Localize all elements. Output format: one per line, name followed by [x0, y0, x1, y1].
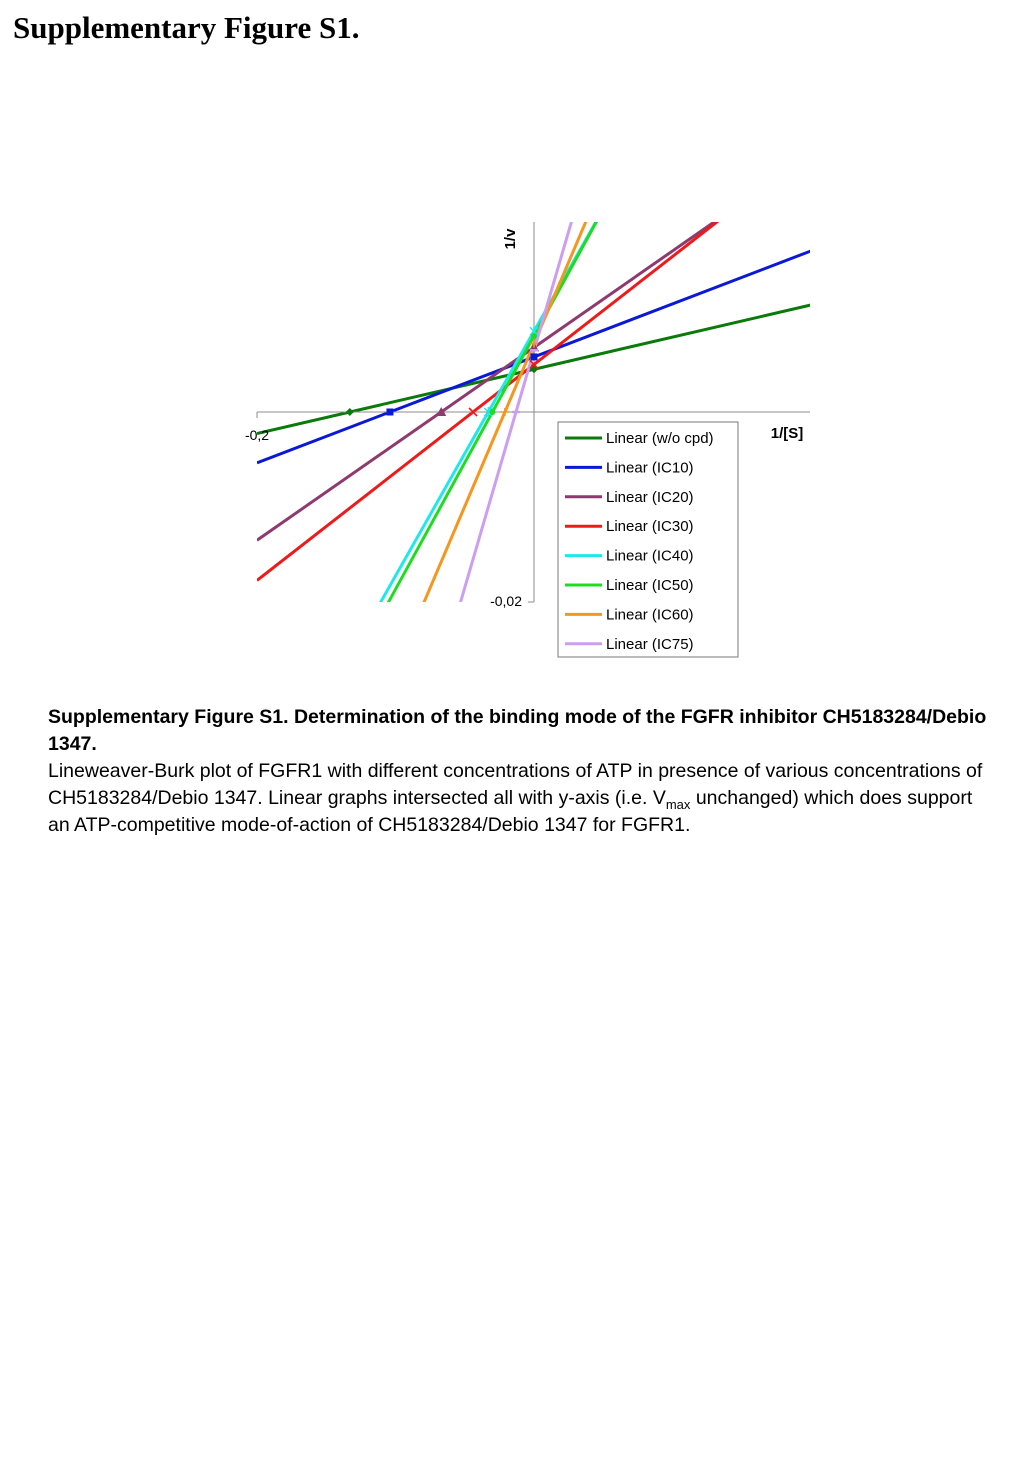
page-title: Supplementary Figure S1.	[13, 10, 360, 45]
chart-legend	[558, 422, 738, 657]
y-axis-label: 1/v	[502, 228, 519, 250]
x-axis-label: 1/[S]	[770, 425, 804, 442]
y-tick-label: -0,02	[490, 593, 522, 609]
legend-label: Linear (IC75)	[606, 635, 694, 653]
data-point	[530, 349, 538, 351]
caption-body	[48, 758, 988, 839]
data-point	[531, 333, 537, 339]
caption-heading: Supplementary Figure S1. Determination of the binding mode of the FGFR inhibitor CH5183284/Debio 1347.	[48, 706, 987, 755]
data-point	[489, 409, 495, 415]
legend-label: Linear (IC50)	[606, 577, 694, 594]
legend-label: Linear (IC20)	[606, 488, 694, 506]
data-point	[346, 408, 354, 416]
caption-body-text: Lineweaver-Burk plot of FGFR1 with different concentrations of ATP in presence of various concentrations of CH5183284/Debio 1347. Linear graphs intersected all with y-axis (i.e. V	[48, 760, 983, 809]
legend-label: Linear (w/o cpd)	[606, 430, 714, 447]
caption-vmax-subscript: max	[665, 797, 691, 812]
x-tick-label: -0,2	[244, 427, 270, 443]
legend-label: Linear (IC60)	[606, 606, 694, 624]
figure-caption	[48, 704, 988, 839]
caption-body-text-end: unchanged) which does support an ATP-competitive mode-of-action of CH5183284/Debio 1347 for FGFR1.	[48, 787, 973, 836]
data-point	[531, 353, 538, 360]
legend-label: Linear (IC30)	[606, 518, 694, 536]
lineweaver-burk-chart	[0, 0, 1024, 700]
data-point	[386, 409, 393, 416]
legend-label: Linear (IC10)	[606, 459, 694, 477]
data-point	[512, 411, 520, 413]
legend-label: Linear (IC40)	[606, 547, 694, 565]
